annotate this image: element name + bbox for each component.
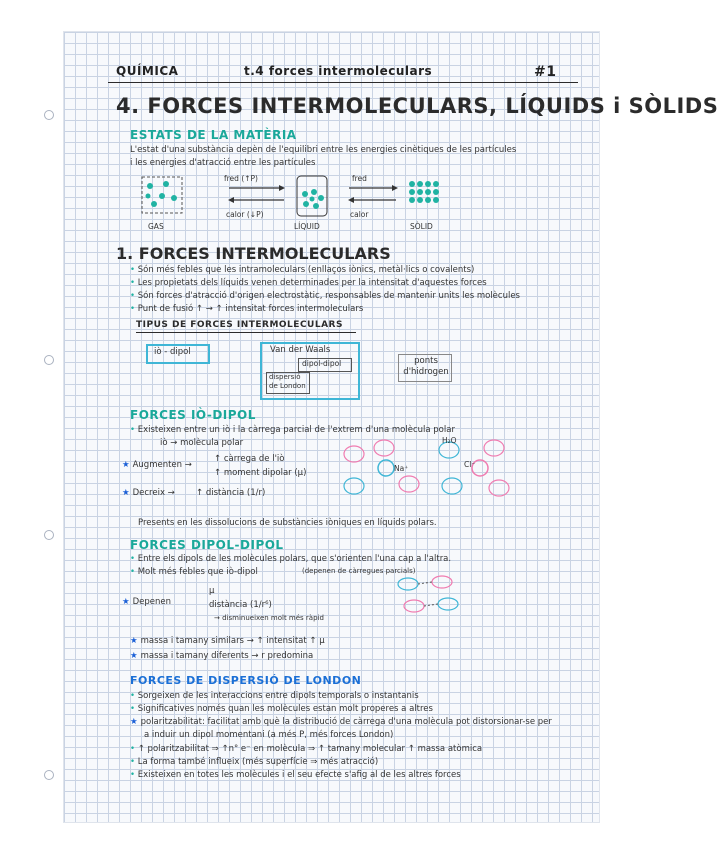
- london-bullet6-text: Existeixen en totes les molècules i el seu efecte s'afig al de les altres forces: [137, 770, 461, 780]
- augmenten-text: Augmenten: [132, 460, 183, 470]
- page-title: 4. FORCES INTERMOLECULARS, LÍQUIDS i SÒLIDS: [116, 94, 718, 118]
- io-dipol-bullet1: • Existeixen entre un iò i la càrrega parcial de l'extrem d'una molècula polar: [130, 425, 455, 435]
- depenen-label: ★ Depenen: [122, 597, 171, 607]
- label-calor-p: calor (↓P): [226, 210, 264, 219]
- london-bullet5-text: La forma també influeix (més superfície ⇒ més atracció): [137, 757, 379, 767]
- label-na: Na⁺: [394, 464, 409, 473]
- io-dipol-label: iò - dipol: [154, 347, 191, 357]
- depenen-mu: μ: [209, 586, 215, 596]
- label-gas: GAS: [148, 222, 164, 231]
- tipus-heading: TIPUS DE FORCES INTERMOLECULARS: [136, 320, 343, 330]
- depenen-text: Depenen: [132, 597, 171, 607]
- massa-line2: ★ massa i tamany diferents → r predomina: [130, 651, 314, 661]
- london-bullet2-text: Significatives només quan les molècules estan molt properes a altres: [137, 704, 433, 714]
- vdw-label: Van der Waals: [270, 345, 331, 355]
- london-bullet4-text: ↑ polaritzabilitat ⇒ ↑n° e⁻ en molècula ⇒ ↑ tamany molecular ↑ massa atòmica: [137, 744, 483, 754]
- binder-hole: [44, 530, 54, 540]
- binder-hole: [44, 770, 54, 780]
- massa-line2-a: massa i tamany diferents: [140, 651, 249, 661]
- london-heading: FORCES DE DISPERSIÓ DE LONDON: [130, 674, 362, 687]
- estats-heading: ESTATS DE LA MATÈRIA: [130, 128, 297, 142]
- london-bullet4: • ↑ polaritzabilitat ⇒ ↑n° e⁻ en molècula ⇒ ↑ tamany molecular ↑ massa atòmica: [130, 744, 483, 754]
- binder-hole: [44, 110, 54, 120]
- augmenten-a1: ↑ càrrega de l'iò: [214, 454, 285, 464]
- estats-line1: L'estat d'una substància depèn de l'equilibri entre les energies cinètiques de les partícules: [130, 145, 517, 155]
- depenen-dist: distància (1/r⁶): [209, 600, 272, 610]
- binder-hole: [44, 355, 54, 365]
- io-dipol-bullet1-text: Existeixen entre un iò i la càrrega parcial de l'extrem d'una molècula polar: [137, 425, 455, 435]
- header-rule: [108, 82, 578, 83]
- notebook-page: [64, 32, 718, 822]
- label-liquid: LÍQUID: [294, 222, 320, 231]
- section1-bullet1: • Són més febles que les intramoleculars (enllaços iònics, metàl·lics o covalents): [130, 265, 475, 275]
- io-dipol-sub: iò → molècula polar: [160, 438, 244, 448]
- london-bullet3: ★ polaritzabilitat: facilitat amb què la distribució de càrrega d'una molècula pot distorsionar-se per: [130, 717, 552, 727]
- london-bullet6: • Existeixen en totes les molècules i el seu efecte s'afig al de les altres forces: [130, 770, 461, 780]
- label-calor: calor: [350, 210, 369, 219]
- tipus-underline: [136, 332, 356, 333]
- ponts-label: ponts d'hidrogen: [403, 356, 449, 377]
- london-bullet1-text: Sorgeixen de les interaccions entre dipols temporals o instantanis: [137, 691, 419, 701]
- estats-line2: i les energies d'atracció entre les partícules: [130, 158, 316, 168]
- massa-line2-b: r predomina: [261, 651, 314, 661]
- augmenten-label: ★ Augmenten →: [122, 460, 192, 470]
- section1-bullet2-text: Les propietats dels líquids venen determinades per la intensitat d'aquestes forces: [137, 278, 487, 288]
- section1-bullet1-text: Són més febles que les intramoleculars (enllaços iònics, metàl·lics o covalents): [137, 265, 475, 275]
- label-solid: SÒLID: [410, 222, 433, 231]
- dispersio-label: dispersió de London: [269, 373, 306, 390]
- dipol-dipol-note: (depenen de càrregues parcials): [302, 567, 416, 575]
- label-fred-tp: fred (↑P): [224, 174, 258, 183]
- label-cl: Cl⁻: [464, 460, 476, 469]
- dipol-dipol-bullet1: • Entre els dipols de les molècules polars, que s'orienten l'una cap a l'altra.: [130, 554, 452, 564]
- dipol-dipol-bullet1-text: Entre els dipols de les molècules polars, que s'orienten l'una cap a l'altra.: [137, 554, 452, 564]
- section1-bullet4: • Punt de fusió ↑ → ↑ intensitat forces intermoleculars: [130, 304, 364, 314]
- section1-bullet2: • Les propietats dels líquids venen determinades per la intensitat d'aquestes forces: [130, 278, 487, 288]
- dipole-dipole-diagram: [394, 572, 464, 618]
- london-bullet2: • Significatives només quan les molècules estan molt properes a altres: [130, 704, 433, 714]
- dipol-dipol-heading: FORCES DIPOL-DIPOL: [130, 538, 284, 552]
- massa-line1-a: massa i tamany similars: [140, 636, 244, 646]
- london-bullet5: • La forma també influeix (més superfície ⇒ més atracció): [130, 757, 379, 767]
- io-dipol-heading: FORCES IÒ-DIPOL: [130, 408, 256, 422]
- section1-heading: 1. FORCES INTERMOLECULARS: [116, 244, 391, 263]
- massa-line1: ★ massa i tamany similars → ↑ intensitat ↑ μ: [130, 636, 325, 646]
- massa-line1-b: ↑ intensitat ↑ μ: [256, 636, 325, 646]
- header-page: #1: [534, 64, 557, 80]
- io-dipol-presents: Presents en les dissolucions de substàncies iòniques en líquids polars.: [138, 518, 437, 528]
- london-bullet3b: a induir un dipol momentani (a més P, més forces London): [144, 730, 394, 740]
- label-h2o: H₂O: [442, 436, 457, 445]
- decreix-label: ★ Decreix →: [122, 488, 175, 498]
- decreix-text: Decreix: [132, 488, 165, 498]
- dipol-dipol-bullet2-text: Molt més febles que iò-dipol: [137, 567, 258, 577]
- label-fred: fred: [352, 174, 367, 183]
- london-bullet3-text: polaritzabilitat: facilitat amb què la distribució de càrrega d'una molècula pot distorsionar-se per: [140, 717, 552, 727]
- depenen-dist-note: → disminueixen molt més ràpid: [214, 614, 324, 622]
- augmenten-a2: ↑ moment dipolar (μ): [214, 468, 307, 478]
- header-unit: t.4 forces intermoleculars: [244, 64, 433, 78]
- dipol-dipol-label: dipol-dipol: [302, 359, 342, 368]
- london-bullet1: • Sorgeixen de les interaccions entre dipols temporals o instantanis: [130, 691, 419, 701]
- section1-bullet3: • Són forces d'atracció d'origen electrostàtic, responsables de mantenir units les molècules: [130, 291, 520, 301]
- section1-bullet4-text: Punt de fusió ↑ → ↑ intensitat forces intermoleculars: [137, 304, 364, 314]
- dipol-dipol-bullet2: • Molt més febles que iò-dipol: [130, 567, 258, 577]
- section1-bullet3-text: Són forces d'atracció d'origen electrostàtic, responsables de mantenir units les molècules: [137, 291, 520, 301]
- header-subject: QUÍMICA: [116, 64, 179, 78]
- decreix-d1: ↑ distància (1/r): [196, 488, 266, 498]
- ion-dipole-diagram: [334, 432, 524, 502]
